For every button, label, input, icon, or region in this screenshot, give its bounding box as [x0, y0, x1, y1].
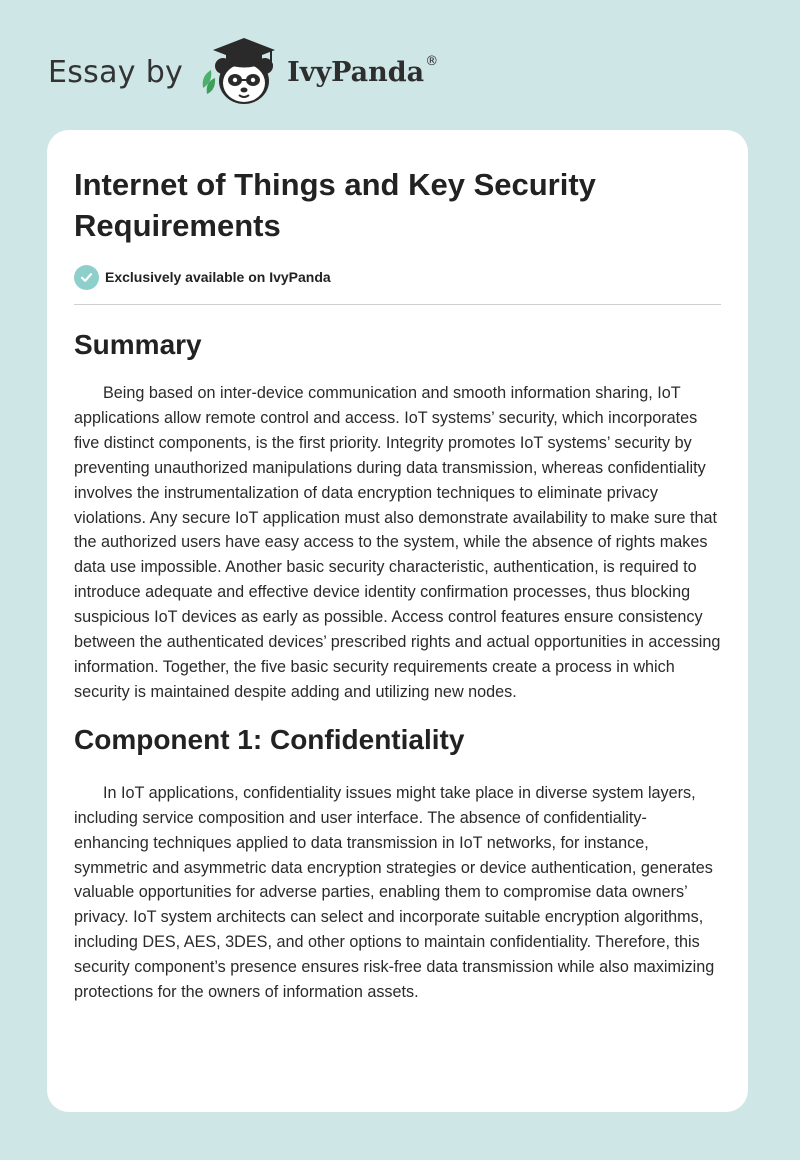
brand-name: IvyPanda [287, 56, 425, 88]
panda-logo-icon [199, 36, 289, 108]
essay-title: Internet of Things and Key Security Requirements [74, 167, 596, 243]
exclusive-badge [74, 264, 721, 290]
site-header-brand[interactable] [48, 36, 438, 108]
section-paragraph-confidentiality: In IoT applications, confidentiality issues might take place in diverse system layers, including service composition and user interface. The absence of confidentiality-enhancing techniques applied to data transmission in IoT networks, for instance, symmetric and asymmetric data encryption strategies or device authentication, generates valuable opportunities for adverse parties, enabling them to compromise data owners’ privacy. IoT system architects can select and incorporate suitable encryption algorithms, including DES, AES, 3DES, and other options to maintain confidentiality. Therefore, this security component’s presence ensures risk-free data transmission while also maximizing protections for the owners of information assets. [74, 783, 715, 1002]
section-heading-confidentiality: Component 1: Confidentiality [74, 723, 465, 755]
section-heading-summary: Summary [74, 329, 202, 360]
exclusive-badge-text: Exclusively available on IvyPanda [105, 269, 331, 285]
registered-mark: ® [425, 53, 439, 69]
essay-card [47, 130, 748, 1112]
section-paragraph-summary: Being based on inter-device communication and smooth information sharing, IoT applications allow remote control and access. IoT systems’ security, which incorporates five distinct components, is the first priority. Integrity promotes IoT systems’ security by preventing unauthorized manipulations during data transmission, whereas confidentiality involves the instrumentalization of data encryption techniques to eliminate privacy violations. Any secure IoT application must also demonstrate availability to make sure that the authorized users have easy access to the system, while the absence of rights makes data use impossible. Another basic security characteristic, authentication, is required to introduce adequate and effective device identity confirmation processes, thus blocking suspicious IoT devices as early as possible. Access control features ensure consistency between the authenticated devices’ prescribed rights and actual opportunities in accessing information. Together, the five basic security requirements create a process in which security is maintained despite adding and utilizing new nodes. [74, 384, 721, 701]
check-circle-icon [74, 265, 99, 290]
essay-by-label: Essay by [48, 54, 184, 90]
title-divider [74, 304, 721, 305]
